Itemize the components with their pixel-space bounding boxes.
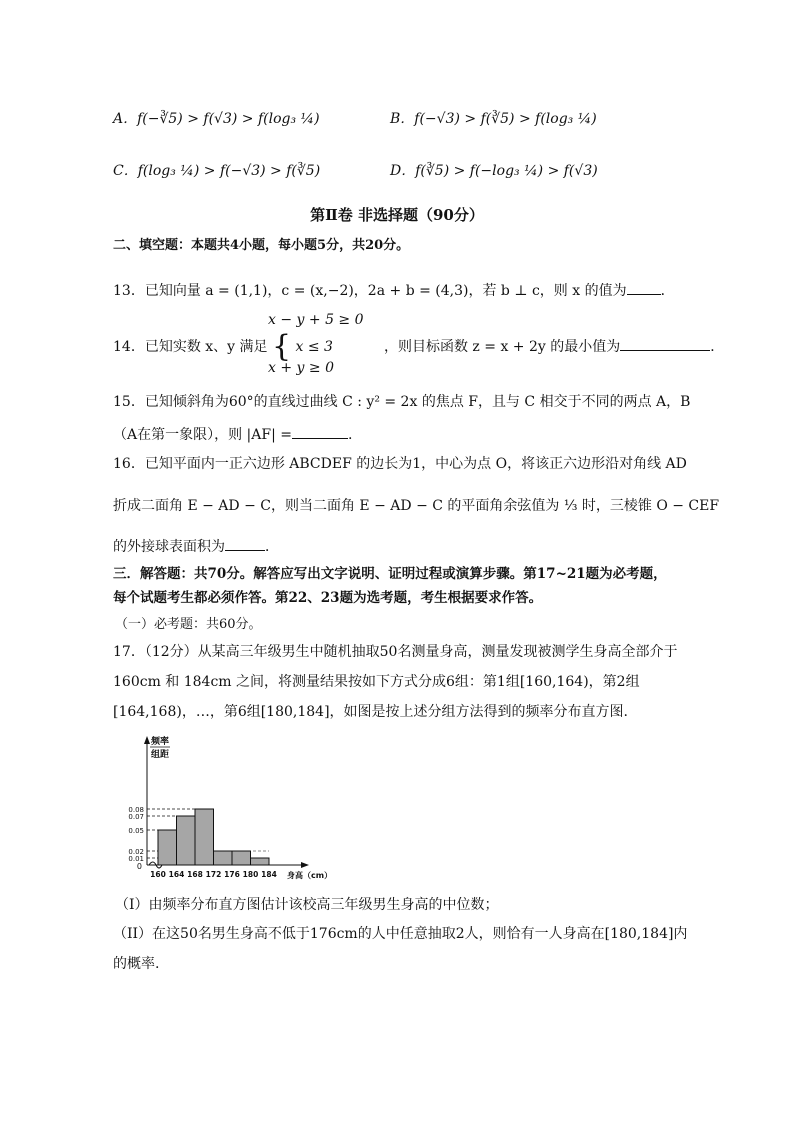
q17-line-1: 17．（12分）从某高三年级男生中随机抽取50名测量身高，测量发现被测学生身高全部介于 [113, 644, 678, 660]
q17-part-3: 的概率. [113, 956, 160, 972]
section3-line-1: 三．解答题：共70分。解答应写出文字说明、证明过程或演算步骤。第17~21题为必考题， [113, 566, 667, 582]
x-tick-label: 164 [168, 870, 185, 879]
q16-line-1: 16．已知平面内一正六边形 ABCDEF 的边长为1，中心为点 O，将该正六边形沿对角线 AD [113, 456, 687, 472]
frequency-histogram [110, 732, 340, 882]
option-c: C．f(log₃ ¼) > f(−√3) > f(∛5) [113, 163, 321, 179]
q17-part-2: （II）在这50名男生身高不低于176cm的人中任意抽取2人，则恰有一人身高在[180,184]内 [113, 926, 688, 942]
q14-blank [620, 336, 710, 351]
histogram-bar [214, 851, 233, 865]
y-tick-label: 0.01 [128, 855, 144, 863]
section3-line-2: 每个试题考生都必须作答。第22、23题为选考题，考生根据要求作答。 [113, 590, 543, 606]
part2-title: 第Ⅱ卷 非选择题（90分） [310, 206, 484, 224]
y-tick-label: 0.07 [128, 813, 144, 821]
histogram-bar [177, 816, 196, 865]
y-tick-label: 0.08 [128, 806, 144, 814]
question-13: 13．已知向量 a = (1,1)，c = (x,−2)，2a + b = (4,3)，若 b ⊥ c，则 x 的值为 ． [113, 280, 675, 301]
q15-line-2: （A在第一象限），则 |AF| = . [113, 424, 352, 445]
x-tick-label: 160 [150, 870, 166, 879]
q14-pre: 14．已知实数 x、y 满足 [113, 339, 268, 355]
y-label-top: 频率 [150, 737, 170, 747]
q13-blank [627, 280, 661, 295]
q17-line-3: [164,168)，…，第6组[180,184]，如图是按上述分组方法得到的频率分布直方图. [113, 704, 628, 720]
x-axis-arrow [301, 862, 309, 868]
x-tick-label: 184 [261, 870, 277, 879]
q13-text: 13．已知向量 a = (1,1)，c = (x,−2)，2a + b = (4,3)，若 b ⊥ c，则 x 的值为 [113, 283, 627, 299]
origin-label: 0 [136, 862, 142, 871]
histogram-bar [158, 830, 177, 865]
q14-brace: { [271, 329, 292, 364]
q17-line-2: 160cm 和 184cm 之间，将测量结果按如下方式分成6组：第1组[160,164)，第2组 [113, 674, 640, 690]
q14-cond-3: x + y ≥ 0 [268, 360, 334, 376]
q16-line-3: 的外接球表面积为 ． [113, 536, 279, 557]
q15-blank [292, 424, 348, 439]
q15-line-2-text: （A在第一象限），则 |AF| = [113, 427, 292, 443]
option-d: D．f(∛5) > f(−log₃ ¼) > f(√3) [390, 163, 598, 179]
q16-line-2: 折成二面角 E − AD − C，则当二面角 E − AD − C 的平面角余弦值为 ⅓ 时，三棱锥 O − CEF [113, 498, 720, 514]
y-tick-label: 0.05 [128, 827, 144, 835]
required-heading: （一）必考题：共60分。 [115, 617, 262, 632]
histogram-bar [232, 851, 251, 865]
histogram-bar [251, 858, 270, 865]
y-label-bottom: 组距 [150, 750, 170, 760]
x-tick-label: 168 [187, 870, 203, 879]
q14-cond-2: x ≤ 3 [295, 339, 333, 355]
option-b: B．f(−√3) > f(∛5) > f(log₃ ¼) [390, 111, 597, 127]
q14-post: ，则目标函数 z = x + 2y 的最小值为 [383, 339, 621, 355]
q14-cond-1: x − y + 5 ≥ 0 [268, 312, 364, 328]
y-tick-label: 0.02 [128, 848, 144, 856]
histogram-bar [195, 809, 214, 865]
q16-line-3-text: 的外接球表面积为 [113, 539, 225, 555]
q15-line-1: 15．已知倾斜角为60°的直线过曲线 C : y² = 2x 的焦点 F，且与 C 相交于不同的两点 A，B [113, 394, 691, 410]
option-a: A．f(−∛5) > f(√3) > f(log₃ ¼) [113, 111, 320, 127]
x-tick-label: 172 [205, 870, 222, 879]
q16-blank [225, 536, 265, 551]
section2-heading: 二、填空题：本题共4小题，每小题5分，共20分。 [113, 238, 410, 253]
x-tick-label: 180 [242, 870, 259, 879]
y-axis-arrow [144, 736, 150, 744]
q17-part-1: （I）由频率分布直方图估计该校高三年级男生身高的中位数； [115, 897, 499, 913]
question-14: 14．已知实数 x、y 满足 { x ≤ 3 ，则目标函数 z = x + 2y 的最小值为 ． [113, 329, 725, 364]
x-tick-label: 176 [224, 870, 240, 879]
x-axis-label: 身高（cm） [287, 871, 333, 880]
